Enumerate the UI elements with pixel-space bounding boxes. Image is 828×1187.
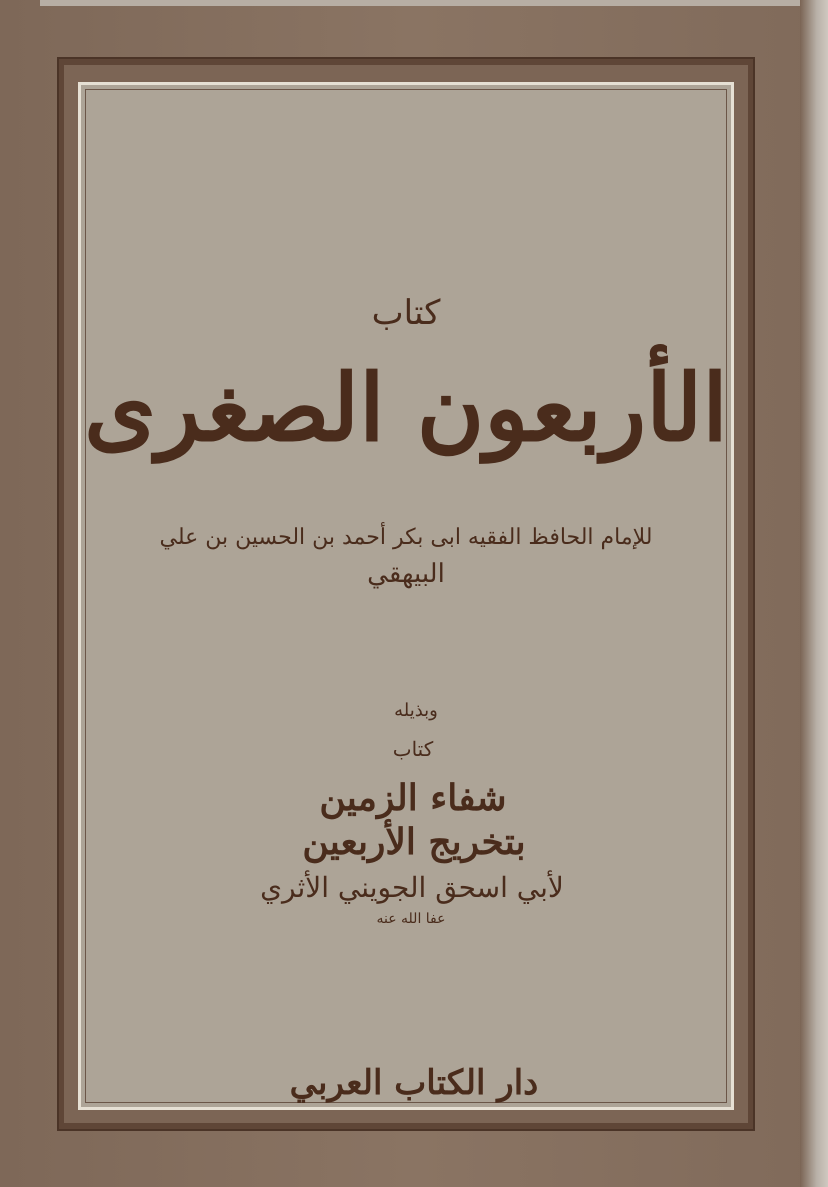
panel-inner-border <box>85 89 727 1103</box>
author-line-2: البيهقي <box>367 559 445 589</box>
title-panel <box>78 82 734 1110</box>
cover-top-edge <box>40 0 800 6</box>
publisher-name: دار الكتاب العربي <box>289 1063 539 1103</box>
appendix-title-2: بتخريج الأربعين <box>302 821 526 863</box>
appendix-title-1: شفاء الزمين <box>319 777 507 819</box>
appendix-book-word: كتاب <box>392 737 434 761</box>
appendix-author-blessing: عفا الله عنه <box>376 911 446 927</box>
book-word: كتاب <box>371 293 441 333</box>
appendix-author: لأبي اسحق الجويني الأثري <box>260 871 564 904</box>
appendix-intro: وبذيله <box>394 700 438 721</box>
main-title: الأربعون الصغرى <box>84 354 728 462</box>
cover-right-edge <box>800 0 828 1187</box>
author-line-1: للإمام الحافظ الفقيه ابى بكر أحمد بن الحسين بن علي <box>159 525 653 550</box>
